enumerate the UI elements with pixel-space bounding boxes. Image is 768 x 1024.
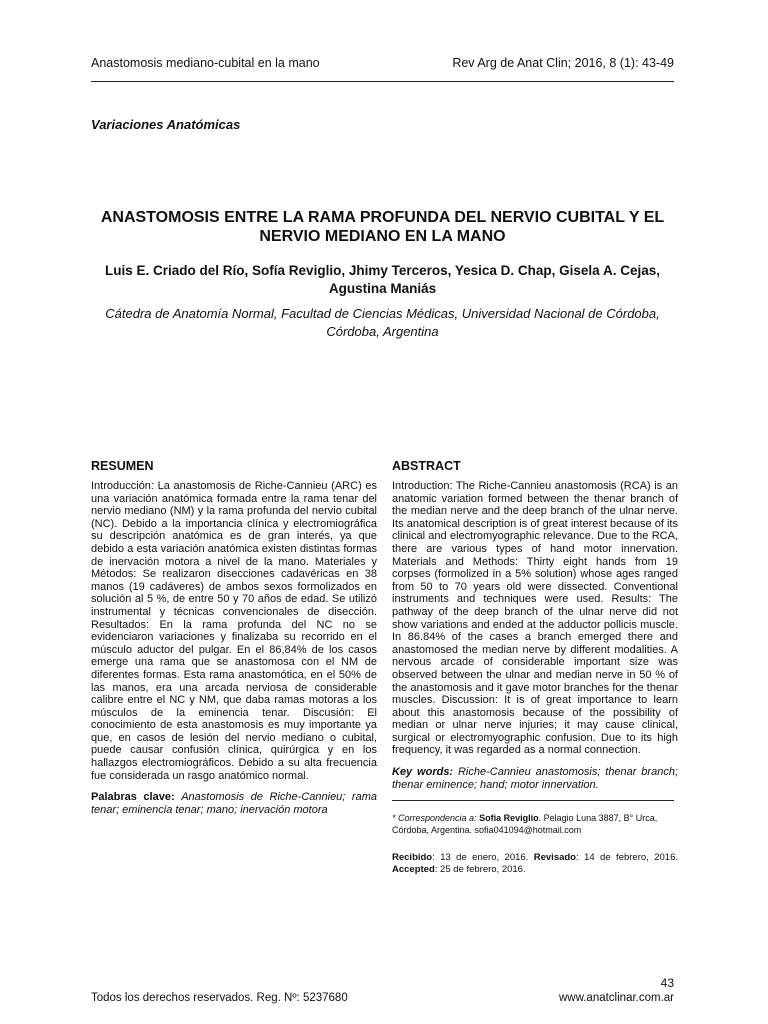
key-words (392, 766, 678, 791)
author-list: Luis E. Criado del Río, Sofía Reviglio, Jhimy Terceros, Yesica D. Chap, Gisela A. Cejas, Agustina Maniás (105, 263, 660, 296)
palabras-clave-label: Palabras clave: (91, 791, 175, 804)
resumen-column (91, 459, 377, 816)
header-rule (91, 81, 674, 82)
revised-label: Revisado (533, 852, 576, 864)
correspondence-label: * Correspondencia a: (392, 813, 477, 824)
correspondence-address: . Pelagio Luna 3887, B° Urca, Córdoba, Argentina. sofia041094@hotmail.com (392, 813, 658, 836)
journal-citation: Rev Arg de Anat Clin; 2016, 8 (1): 43-49 (452, 56, 674, 70)
article-title: ANASTOMOSIS ENTRE LA RAMA PROFUNDA DEL NERVIO CUBITAL Y EL NERVIO MEDIANO EN LA MANO (100, 209, 665, 245)
received-label: Recibido (392, 852, 433, 864)
palabras-clave (91, 791, 377, 816)
article-dates (392, 852, 678, 876)
running-header (91, 56, 674, 74)
footnote-rule (392, 800, 674, 801)
resumen-body: Introducción: La anastomosis de Riche-Cannieu (ARC) es una variación anatómica formada entre la rama tenar del nervio mediano (NM) y la rama profunda del nervio cubital (NC). Debido a la importancia clínica y electromiográfica su descripción anatómica es de gran interés, ya que debido a esta variación anatómica existen distintas formas de inervación motora a nivel de la mano. Materiales y Métodos: Se realizaron disecciones cadavéricas en 38 manos (19 cadáveres) de ambos sexos formolizados en solución al 5 %, de entre 50 y 70 años de edad. Se utilizó instrumental y técnicas convencionales de disección. Resultados: En la rama profunda del NC no se evidenciaron variaciones y finalizaba su recorrido en el músculo aductor del pulgar. En el 86,84% de los casos emerge una rama que se anastomosa con el NM de diferentes formas. Esta rama anastomótica, en el 50% de las manos, era una arcada nerviosa de considerable calibre entre el NC y NM, que daba ramas motoras a los músculos de la eminencia tenar. Discusión: El conocimiento de esta anastomosis es muy importante ya que, en casos de lesión del nervio mediano o cubital, puede causar confusión clínica, quirúrgica y en los hallazgos electromiográficos. Debido a su alta frecuencia fue considerada un rasgo anatómico normal. (91, 480, 377, 782)
page-number: 43 (660, 976, 674, 990)
revised-date: : 14 de febrero, 2016. (576, 852, 678, 864)
website-link[interactable]: www.anatclinar.com.ar (558, 992, 674, 1004)
correspondence-name: Sofía Reviglio (479, 813, 539, 824)
abstract-heading: ABSTRACT (392, 459, 461, 473)
resumen-heading: RESUMEN (91, 459, 154, 473)
running-title: Anastomosis mediano-cubital en la mano (91, 56, 320, 70)
abstract-column (392, 459, 678, 876)
palabras-clave-text: Anastomosis de Riche-Cannieu; rama tenar; eminencia tenar; mano; inervación motora (91, 791, 377, 816)
received-date: : 13 de enero, 2016. (432, 852, 534, 864)
section-label: Variaciones Anatómicas (91, 117, 241, 132)
copyright-note: Todos los derechos reservados. Reg. Nº: 5237680 (91, 992, 348, 1004)
affiliation: Cátedra de Anatomía Normal, Facultad de Ciencias Médicas, Universidad Nacional de Córdoba, Córdoba, Argentina (105, 306, 660, 339)
correspondence-note (392, 812, 678, 836)
accepted-label: Accepted (392, 864, 435, 876)
key-words-text: Riche-Cannieu anastomosis; thenar branch; thenar eminence; hand; motor innervation. (392, 766, 678, 791)
abstract-body: Introduction: The Riche-Cannieu anastomosis (RCA) is an anatomic variation formed between the thenar branch of the median nerve and the deep branch of the ulnar nerve. Its anatomical description is of great interest because of its clinical and electromyographic relevance. Due to the RCA, there are various types of hand motor innervation. Materials and Methods: Thirty eight hands from 19 corpses (formolized in a 5% solution) whose ages ranged from 50 to 70 years old were dissected. Conventional instruments and techniques were used. Results: The pathway of the deep branch of the ulnar nerve did not show variations and ended at the adductor pollicis muscle. In 86.84% of the cases a branch emerged there and anastomosed the median nerve by different modalities. A nervous arcade of considerable important size was observed between the ulnar and median nerve in 50 % of the anastomosis and it gave motor branches for the thenar muscles. Discussion: It is of great importance to learn about this anastomosis because of the possibility of median or ulnar nerve injuries; it may cause clinical, surgical or electromyographic confusion. Due to its high frequency, it was regarded as a normal connection. (392, 480, 678, 757)
key-words-label: Key words: (392, 766, 454, 779)
accepted-date: : 25 de febrero, 2016. (434, 864, 526, 876)
page-footer (91, 992, 674, 1004)
